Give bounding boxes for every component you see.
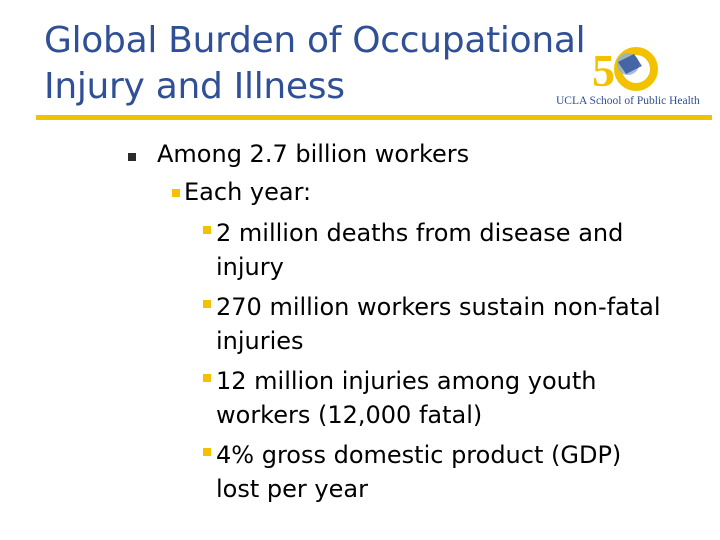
bullet-marker: [203, 448, 211, 456]
list-item-continuation: injury: [216, 253, 284, 281]
bullet-level-1: Among 2.7 billion workers: [157, 140, 470, 168]
list-item: 2 million deaths from disease and: [216, 219, 624, 247]
svg-text:5: 5: [592, 45, 615, 96]
bullet-marker: [172, 189, 180, 197]
slide-title-line-2: Injury and Illness: [44, 66, 345, 107]
list-item-continuation: injuries: [216, 327, 304, 355]
list-item-continuation: workers (12,000 fatal): [216, 401, 483, 429]
bullet-marker: [203, 300, 211, 308]
bullet-marker: [203, 374, 211, 382]
list-item: 4% gross domestic product (GDP): [216, 441, 622, 469]
slide-title-line-1: Global Burden of Occupational: [44, 20, 586, 61]
list-item: 12 million injuries among youth: [216, 367, 597, 395]
list-item: 270 million workers sustain non-fatal: [216, 293, 661, 321]
bullet-marker: [203, 226, 211, 234]
logo-caption: UCLA School of Public Health: [556, 95, 700, 107]
bullet-marker: [128, 153, 136, 161]
bullet-level-2: Each year:: [184, 178, 312, 206]
list-item-continuation: lost per year: [216, 475, 368, 503]
